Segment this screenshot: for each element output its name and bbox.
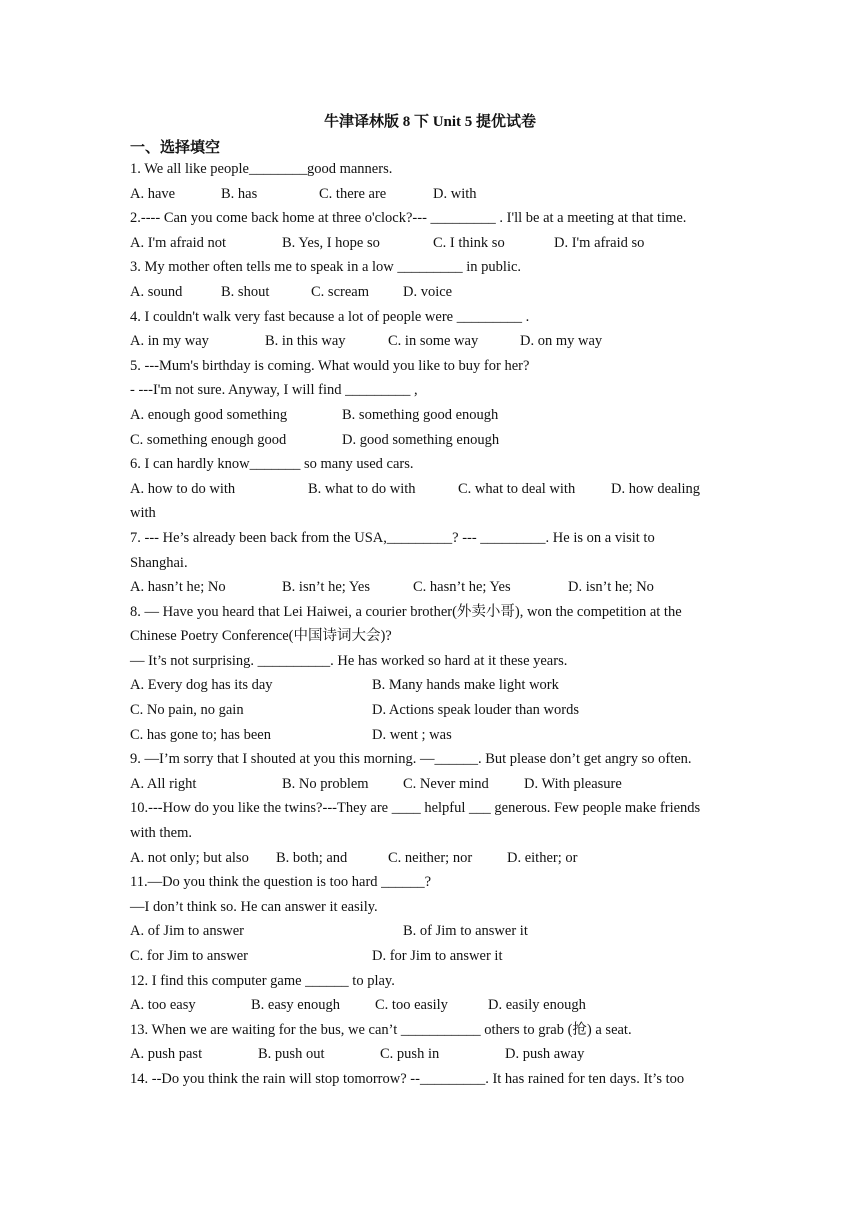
options-row [130, 403, 740, 428]
answer-option: D. for Jim to answer it [372, 948, 503, 964]
answer-option: C. hasn’t he; Yes [413, 579, 511, 596]
question-text: 6. I can hardly know_______ so many used cars. [130, 456, 414, 473]
page-title: 牛津译林版 8 下 Unit 5 提优试卷 [323, 114, 537, 130]
options-row [130, 280, 740, 305]
answer-option: C. Never mind [403, 775, 489, 792]
answer-option: A. enough good something [130, 406, 288, 423]
answer-option: A. not only; but also [130, 849, 249, 866]
answer-option: A. I'm afraid not [130, 234, 227, 251]
answer-option: D. with [433, 185, 477, 202]
question-text: 10.---How do you like the twins?---They are ____ helpful ___ generous. Few people make friends [130, 800, 701, 817]
options-row [130, 993, 740, 1018]
answer-option: B. Yes, I hope so [282, 234, 380, 251]
section-heading: 一、选择填空 [130, 140, 221, 156]
question-text: 9. —I’m sorry that I shouted at you this morning. —______. But please don’t get angry so often. [130, 751, 692, 768]
question-text: 14. --Do you think the rain will stop tomorrow? --_________. It has rained for ten days. It’s too [130, 1070, 685, 1087]
options-row [130, 182, 740, 207]
answer-option: C. neither; nor [388, 849, 473, 866]
answer-option: C. what to deal with [458, 480, 576, 497]
answer-option: A. how to do with [130, 480, 236, 497]
option-continuation: with [130, 505, 156, 522]
question-text: 5. ---Mum's birthday is coming. What would you like to buy for her? [130, 357, 530, 374]
answer-option: C. has gone to; has been [130, 726, 271, 743]
options-row [130, 428, 740, 453]
options-row [130, 1042, 740, 1067]
answer-option: C. something enough good [130, 431, 287, 448]
answer-option: B. push out [258, 1046, 325, 1063]
answer-option: B. isn’t he; Yes [282, 579, 370, 596]
answer-option: C. push in [380, 1046, 440, 1063]
answer-option: B. shout [221, 283, 270, 300]
question-text: 2.---- Can you come back home at three o'clock?--- _________ . I'll be at a meeting at that time. [130, 210, 687, 227]
answer-option: A. in my way [130, 333, 209, 350]
answer-option: A. too easy [130, 997, 196, 1014]
answer-option: B. something good enough [342, 406, 499, 423]
options-row [130, 723, 740, 748]
answer-option: D. easily enough [488, 997, 586, 1014]
answer-option: C. there are [319, 185, 387, 202]
answer-option: D. With pleasure [524, 775, 622, 792]
options-row [130, 231, 740, 256]
question-text: 12. I find this computer game ______ to play. [130, 972, 395, 989]
answer-option: D. on my way [520, 333, 603, 350]
answer-option: B. Many hands make light work [372, 677, 559, 694]
answer-option: B. what to do with [308, 480, 416, 497]
answer-option: B. easy enough [251, 997, 340, 1014]
question-text: 4. I couldn't walk very fast because a lot of people were _________ . [130, 308, 530, 325]
question-text: 13. When we are waiting for the bus, we can’t ___________ others to grab (抢) a seat. [130, 1021, 632, 1038]
answer-option: D. voice [403, 283, 453, 300]
question-text: 3. My mother often tells me to speak in a low _________ in public. [130, 259, 522, 276]
answer-option: A. sound [130, 283, 183, 300]
question-text: 1. We all like people________good manners. [130, 161, 393, 177]
answer-option: D. push away [505, 1046, 585, 1063]
answer-option: C. No pain, no gain [130, 702, 244, 719]
answer-option: A. hasn’t he; No [130, 579, 226, 596]
answer-option: A. of Jim to answer [130, 923, 244, 940]
answer-option: C. I think so [433, 234, 505, 251]
answer-option: C. in some way [388, 333, 479, 350]
options-row [130, 944, 740, 969]
question-text: with them. [130, 825, 193, 842]
options-row [130, 477, 740, 502]
answer-option: D. how dealing [611, 480, 700, 497]
question-text: 8. — Have you heard that Lei Haiwei, a courier brother(外卖小哥), won the competition at the [130, 603, 682, 620]
options-row [130, 673, 740, 698]
question-text: 11.—Do you think the question is too hard ______? [130, 874, 432, 891]
options-row [130, 846, 740, 871]
answer-option: A. All right [130, 775, 197, 792]
answer-option: A. push past [130, 1046, 203, 1063]
answer-option: B. of Jim to answer it [403, 923, 528, 940]
answer-option: C. for Jim to answer [130, 948, 248, 964]
answer-option: B. in this way [265, 333, 346, 350]
answer-option: A. have [130, 185, 176, 202]
answer-option: D. went ; was [372, 726, 452, 743]
question-list [130, 157, 740, 1092]
answer-option: C. scream [311, 283, 369, 300]
answer-option: D. isn’t he; No [568, 579, 654, 596]
options-row [130, 919, 740, 944]
answer-option: D. I'm afraid so [554, 234, 645, 251]
answer-option: B. No problem [282, 775, 369, 792]
question-text: 7. --- He’s already been back from the USA,_________? --- _________. He is on a visit to [130, 529, 655, 546]
answer-option: D. Actions speak louder than words [372, 702, 579, 719]
question-text: — It’s not surprising. __________. He has worked so hard at it these years. [130, 652, 568, 669]
answer-option: D. either; or [507, 849, 578, 866]
question-text: Chinese Poetry Conference(中国诗词大会)? [130, 628, 392, 645]
question-text: —I don’t think so. He can answer it easily. [130, 898, 378, 915]
options-row [130, 772, 740, 797]
answer-option: B. both; and [276, 849, 348, 866]
answer-option: D. good something enough [342, 431, 500, 448]
answer-option: B. has [221, 185, 258, 202]
answer-option: C. too easily [375, 997, 448, 1014]
options-row [130, 698, 740, 723]
answer-option: A. Every dog has its day [130, 677, 273, 694]
question-text: Shanghai. [130, 554, 188, 571]
options-row [130, 575, 740, 600]
question-text: - ---I'm not sure. Anyway, I will find _________ , [130, 382, 418, 399]
options-row [130, 329, 740, 354]
